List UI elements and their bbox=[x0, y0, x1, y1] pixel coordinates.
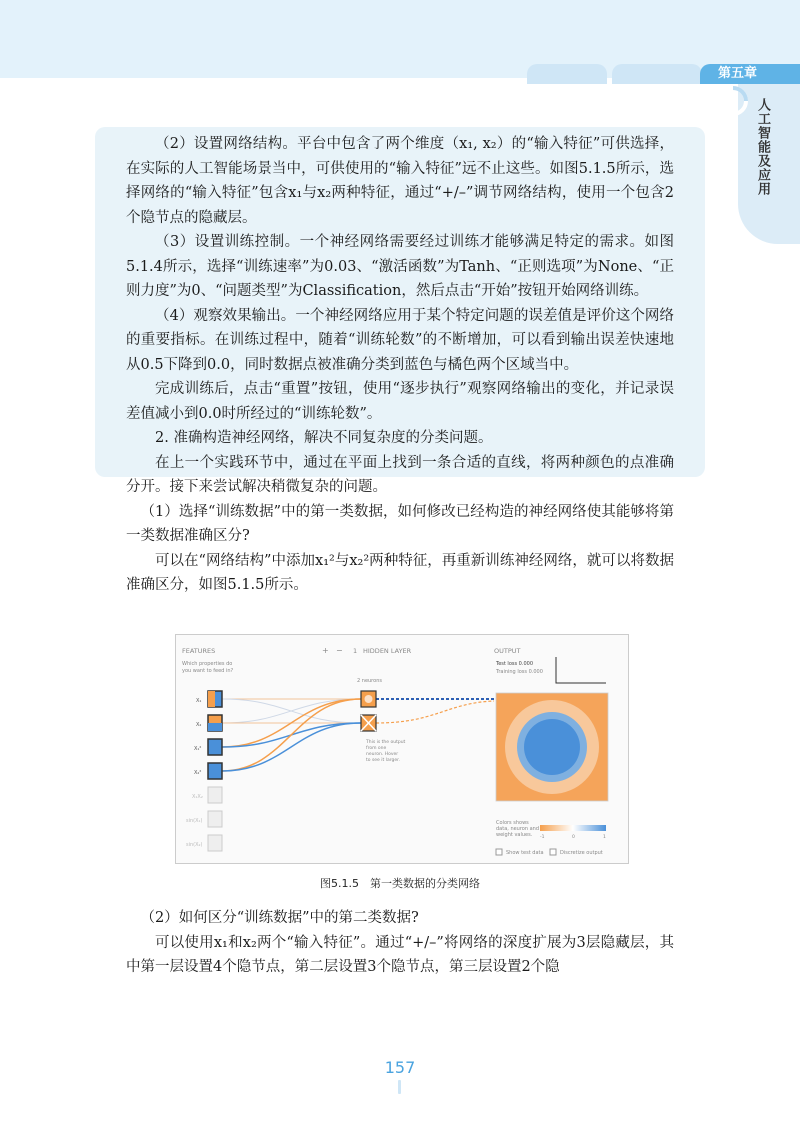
tooltip-line: to see it larger. bbox=[366, 758, 400, 763]
chapter-label: 第五章 bbox=[700, 64, 800, 84]
paragraph: （1）选择“训练数据”中的第一类数据，如何修改已经构造的神经网络使其能够将第一类数据准确区分? bbox=[126, 503, 674, 544]
paragraph: （4）观察效果输出。一个神经网络应用于某个特定问题的误差值是评价这个网络的重要指标。在训练过程中，随着“训练轮数”的不断增加，可以看到输出误差快速地从0.5下降到0.0，同时数据点被准确分类到蓝色与橘色两个区域当中。 bbox=[126, 307, 674, 373]
figure-caption: 图5.1.5 第一类数据的分类网络 bbox=[320, 877, 480, 890]
section-title: 人工智能及应用 bbox=[755, 98, 770, 196]
show-test-checkbox[interactable] bbox=[496, 849, 502, 855]
features-sub: you want to feed in? bbox=[182, 668, 234, 674]
input-label: X₁X₂ bbox=[192, 794, 203, 800]
input-label: X₁ bbox=[196, 698, 202, 704]
legend-text: data, neuron and bbox=[496, 826, 540, 832]
node-fill bbox=[208, 691, 215, 707]
input-node-x2-squared[interactable] bbox=[208, 763, 222, 779]
tooltip-line: neuron. Hover bbox=[366, 752, 399, 757]
input-node-x1-squared[interactable] bbox=[208, 739, 222, 755]
checkbox-label: Discretize output bbox=[560, 850, 603, 856]
color-scale bbox=[540, 825, 606, 831]
loss-curve bbox=[556, 657, 606, 683]
input-label: X₂² bbox=[194, 770, 202, 776]
body-block-2 bbox=[126, 906, 674, 980]
features-title: FEATURES bbox=[182, 647, 216, 655]
paragraph: 2. 准确构造神经网络，解决不同复杂度的分类问题。 bbox=[155, 430, 493, 446]
tooltip-line: from one bbox=[366, 746, 387, 751]
input-node-sin-x1[interactable] bbox=[208, 811, 222, 827]
add-layer-button[interactable]: + bbox=[322, 646, 329, 655]
remove-layer-button[interactable]: − bbox=[336, 646, 343, 655]
discretize-checkbox[interactable] bbox=[550, 849, 556, 855]
neurons-label: 2 neurons bbox=[357, 678, 382, 684]
tooltip-line: This is the output bbox=[366, 740, 406, 745]
training-loss: Training loss 0.000 bbox=[496, 669, 543, 675]
features-sub: Which properties do bbox=[182, 661, 233, 667]
page-marker bbox=[398, 1080, 401, 1094]
input-node-sin-x2[interactable] bbox=[208, 835, 222, 851]
input-node-x1x2[interactable] bbox=[208, 787, 222, 803]
paragraph: 完成训练后，点击“重置”按钮，使用“逐步执行”观察网络输出的变化，并记录误差值减小到0.0时所经过的“训练轮数”。 bbox=[126, 381, 674, 422]
test-loss: Test loss 0.000 bbox=[496, 661, 533, 667]
header-tab bbox=[612, 64, 702, 84]
input-label: sin(X₁) bbox=[186, 818, 203, 824]
legend-text: Colors shows bbox=[496, 820, 529, 826]
chapter-emblem-icon bbox=[716, 84, 750, 118]
paragraph: （2）设置网络结构。平台中包含了两个维度（x₁, x₂）的“输入特征”可供选择，在实际的人工智能场景当中，可供使用的“输入特征”远不止这些。如图5.1.5所示，选择网络的“输入特征”包含x₁与x₂两种特征，通过“+/–”调节网络结构，使用一个包含2个隐节点的隐藏层。 bbox=[126, 136, 674, 226]
paragraph: （3）设置训练控制。一个神经网络需要经过训练才能够满足特定的需求。如图5.1.4所示，选择“训练速率”为0.03、“激活函数”为Tanh、“正则选项”为None、“正则力度”为0、“问题类型”为Classification，然后点击“开始”按钮开始网络训练。 bbox=[126, 234, 674, 299]
legend-tick: 1 bbox=[603, 835, 606, 840]
legend-tick: -1 bbox=[540, 835, 545, 840]
input-label: sin(X₂) bbox=[186, 842, 203, 848]
legend-text: weight values. bbox=[496, 832, 533, 838]
output-region bbox=[524, 719, 580, 775]
input-label: X₂ bbox=[196, 722, 202, 728]
header-tab bbox=[527, 64, 607, 84]
page-number: 157 bbox=[384, 1058, 416, 1077]
legend-tick: 0 bbox=[572, 835, 575, 840]
output-title: OUTPUT bbox=[494, 647, 521, 655]
neuron-pattern bbox=[365, 695, 373, 703]
paragraph: （2）如何区分“训练数据”中的第二类数据? bbox=[140, 910, 419, 926]
hidden-layer-label: HIDDEN LAYER bbox=[363, 647, 412, 655]
paragraph: 可以在“网络结构”中添加x₁²与x₂²两种特征，再重新训练神经网络，就可以将数据准确区分，如图5.1.5所示。 bbox=[126, 552, 674, 593]
node-fill bbox=[208, 723, 222, 731]
paragraph: 可以使用x₁和x₂两个“输入特征”。通过“+/–”将网络的深度扩展为3层隐藏层，其中第一层设置4个隐节点，第二层设置3个隐节点，第三层设置2个隐 bbox=[126, 934, 674, 975]
body-block-1 bbox=[126, 132, 674, 598]
paragraph: 在上一个实践环节中，通过在平面上找到一条合适的直线，将两种颜色的点准确分开。接下来尝试解决稍微复杂的问题。 bbox=[126, 454, 674, 495]
input-label: X₁² bbox=[194, 746, 202, 752]
layer-count: 1 bbox=[353, 647, 358, 655]
checkbox-label: Show test data bbox=[506, 850, 544, 856]
figure-screenshot bbox=[175, 634, 629, 864]
